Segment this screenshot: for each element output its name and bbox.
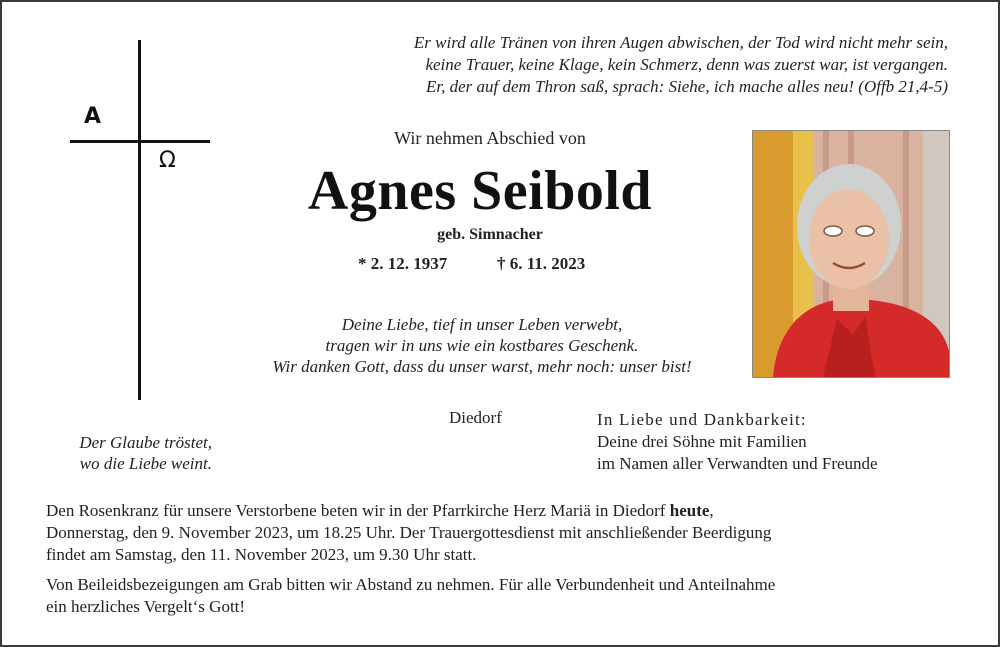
faith-quote	[40, 432, 212, 474]
notice-line: ein herzliches Vergelt‘s Gott!	[46, 597, 246, 616]
death-date: † 6. 11. 2023	[497, 254, 586, 273]
deceased-name: Agnes Seibold	[307, 160, 653, 222]
portrait-illustration	[753, 131, 949, 377]
notice-text: ,	[709, 501, 714, 520]
bible-quote-line: keine Trauer, keine Klage, kein Schmerz, denn was zuerst war, ist vergangen.	[425, 55, 948, 74]
poem-line: Wir danken Gott, dass du unser warst, mehr noch: unser bist!	[272, 357, 692, 376]
notice-line: Donnerstag, den 9. November 2023, um 18.25 Uhr. Der Trauergottesdienst mit anschließender Beerdigung	[46, 523, 772, 542]
faith-quote-line: wo die Liebe weint.	[79, 454, 212, 473]
notice-text: Den Rosenkranz für unsere Verstorbene beten wir in der Pfarrkirche Herz Mariä in Diedorf	[46, 501, 670, 520]
bible-quote	[414, 32, 948, 98]
cross-vertical-beam	[138, 40, 141, 400]
bible-quote-line: Er, der auf dem Thron saß, sprach: Siehe, ich mache alles neu! (Offb 21,4-5)	[425, 77, 948, 96]
mourners-line: Deine drei Söhne mit Familien	[597, 432, 807, 451]
place-name: Diedorf	[449, 408, 502, 427]
service-notice	[46, 500, 966, 626]
mourners-line: im Namen aller Verwandten und Freunde	[597, 454, 878, 473]
notice-line: Von Beileidsbezeigungen am Grab bitten wir Abstand zu nehmen. Für alle Verbundenheit und Anteilnahme	[46, 575, 776, 594]
bible-quote-line: Er wird alle Tränen von ihren Augen abwischen, der Tod wird nicht mehr sein,	[413, 33, 948, 52]
faith-quote-line: Der Glaube tröstet,	[79, 433, 212, 452]
mourners-heading: In Liebe und Dankbarkeit:	[597, 410, 807, 429]
maiden-name: geb. Simnacher	[437, 226, 543, 243]
birth-date: * 2. 12. 1937	[358, 254, 448, 273]
service-paragraph	[46, 500, 966, 566]
notice-emphasis: heute	[669, 501, 710, 520]
portrait-photo	[752, 130, 950, 378]
poem-line: Deine Liebe, tief in unser Leben verwebt,	[341, 315, 623, 334]
condolence-paragraph	[46, 574, 966, 618]
cross-horizontal-beam	[70, 140, 210, 143]
notice-line: findet am Samstag, den 11. November 2023, um 9.30 Uhr statt.	[46, 545, 477, 564]
omega-symbol: Ω	[159, 148, 176, 173]
memorial-poem	[240, 314, 724, 377]
poem-line: tragen wir in uns wie ein kostbares Geschenk.	[325, 336, 639, 355]
alpha-symbol: A	[84, 104, 102, 129]
mourners-block	[597, 409, 878, 475]
farewell-intro: Wir nehmen Abschied von	[394, 128, 586, 148]
